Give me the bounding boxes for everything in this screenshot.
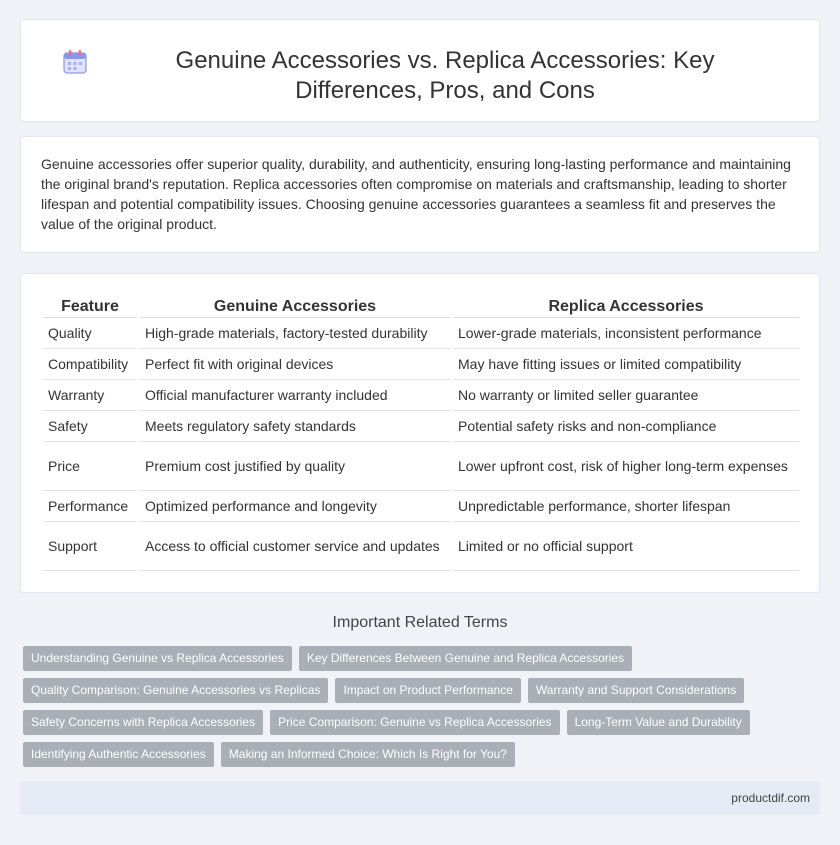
table-header-row	[43, 296, 799, 318]
table-cell: Premium cost justified by quality	[140, 442, 450, 491]
related-term-tag[interactable]: Long-Term Value and Durability	[567, 710, 750, 735]
table-row	[43, 318, 799, 349]
table-cell: Quality	[43, 318, 137, 349]
table-cell: Lower-grade materials, inconsistent performance	[453, 318, 799, 349]
related-term-tag[interactable]: Impact on Product Performance	[335, 678, 520, 703]
table-cell: Optimized performance and longevity	[140, 491, 450, 522]
table-row	[43, 380, 799, 411]
intro-card	[20, 136, 820, 253]
table-row	[43, 411, 799, 442]
table-cell: Performance	[43, 491, 137, 522]
table-cell: Safety	[43, 411, 137, 442]
calendar-icon	[61, 48, 89, 76]
footer	[20, 781, 820, 815]
table-row	[43, 349, 799, 380]
related-terms-list	[23, 646, 823, 774]
table-cell: Unpredictable performance, shorter lifespan	[453, 491, 799, 522]
table-cell: Perfect fit with original devices	[140, 349, 450, 380]
related-term-tag[interactable]: Identifying Authentic Accessories	[23, 742, 214, 767]
table-cell: Compatibility	[43, 349, 137, 380]
related-term-tag[interactable]: Safety Concerns with Replica Accessories	[23, 710, 263, 735]
column-header: Feature	[43, 296, 137, 318]
table-cell: No warranty or limited seller guarantee	[453, 380, 799, 411]
column-header: Genuine Accessories	[140, 296, 450, 318]
table-cell: Support	[43, 522, 137, 571]
related-term-tag[interactable]: Making an Informed Choice: Which Is Right for You?	[221, 742, 515, 767]
related-term-tag[interactable]: Price Comparison: Genuine vs Replica Accessories	[270, 710, 559, 735]
table-row	[43, 491, 799, 522]
column-header: Replica Accessories	[453, 296, 799, 318]
related-term-tag[interactable]: Key Differences Between Genuine and Replica Accessories	[299, 646, 632, 671]
page-title: Genuine Accessories vs. Replica Accessories: Key Differences, Pros, and Cons	[175, 47, 715, 104]
table-row	[43, 442, 799, 491]
footer-site-link[interactable]: productdif.com	[731, 791, 810, 805]
table-cell: Official manufacturer warranty included	[140, 380, 450, 411]
table-cell: Meets regulatory safety standards	[140, 411, 450, 442]
table-cell: Potential safety risks and non-compliance	[453, 411, 799, 442]
related-terms-title: Important Related Terms	[332, 614, 508, 631]
table-cell: Access to official customer service and updates	[140, 522, 450, 571]
table-cell: Lower upfront cost, risk of higher long-term expenses	[453, 442, 799, 491]
table-cell: Limited or no official support	[453, 522, 799, 571]
table-cell: Price	[43, 442, 137, 491]
related-term-tag[interactable]: Quality Comparison: Genuine Accessories vs Replicas	[23, 678, 328, 703]
comparison-table-card	[20, 273, 820, 593]
related-term-tag[interactable]: Understanding Genuine vs Replica Accessories	[23, 646, 292, 671]
comparison-table	[43, 296, 799, 571]
table-cell: Warranty	[43, 380, 137, 411]
header-card	[20, 19, 820, 122]
table-cell: High-grade materials, factory-tested durability	[140, 318, 450, 349]
table-cell: May have fitting issues or limited compatibility	[453, 349, 799, 380]
intro-paragraph: Genuine accessories offer superior quality, durability, and authenticity, ensuring long-lasting performance and maintaining the original brand's reputation. Replica accessories often compromise on materials and craftsmanship, leading to shorter lifespan and potential compatibility issues. Choosing genuine accessories guarantees a seamless fit and preserves the value of the original product.	[41, 156, 791, 232]
related-term-tag[interactable]: Warranty and Support Considerations	[528, 678, 744, 703]
table-row	[43, 522, 799, 571]
